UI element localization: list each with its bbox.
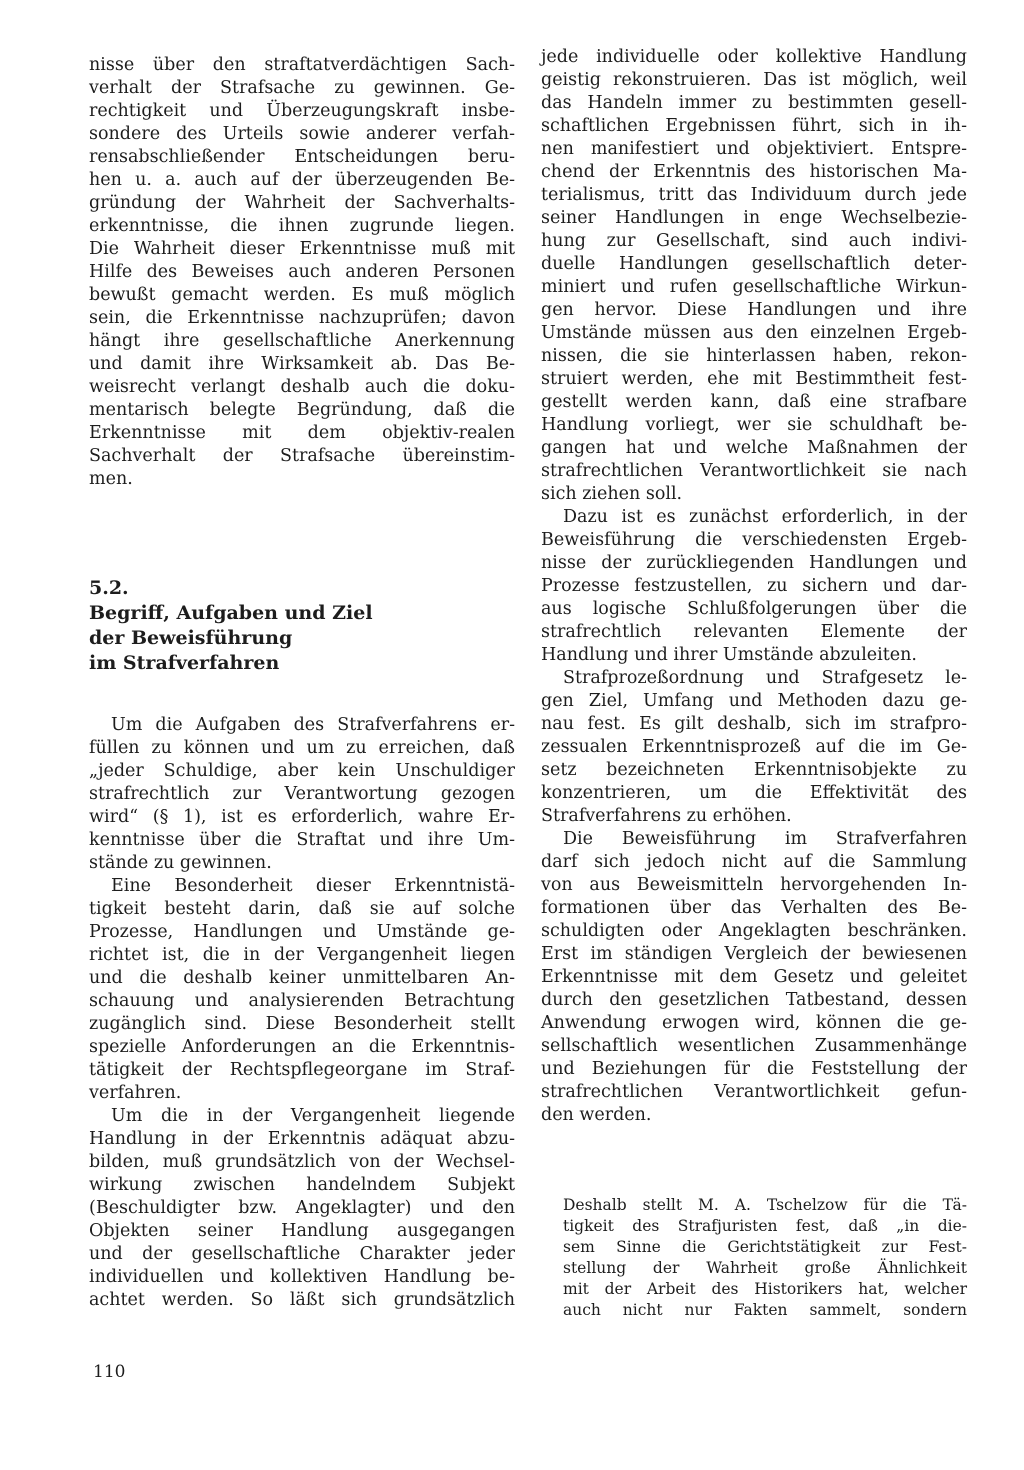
text-line: sellschaftlich wesentlichen Zusammenhänge (541, 1036, 967, 1056)
text-line: Strafverfahrens zu erhöhen. (541, 806, 792, 826)
right-column-body (541, 46, 967, 1127)
text-line: gen Ziel, Umfang und Methoden dazu ge- (541, 691, 967, 711)
text-line: schuldigten oder Angeklagten beschränken. (541, 921, 967, 941)
text-line: Anwendung erwogen wird, können die ge- (541, 1013, 967, 1033)
text-line: hen u. a. auch auf der überzeugenden Be- (89, 170, 515, 190)
text-line: bilden, muß grundsätzlich von der Wechsel- (89, 1152, 515, 1172)
text-line: gestellt werden kann, daß eine strafbare (541, 392, 967, 412)
text-line: Handlung in der Erkenntnis adäquat abzu- (89, 1129, 515, 1149)
text-line: Eine Besonderheit dieser Erkenntnistä- (111, 876, 515, 896)
section-title-line: im Strafverfahren (89, 652, 280, 674)
text-line: den werden. (541, 1105, 652, 1125)
text-line: schaftlichen Ergebnissen führt, sich in ih- (541, 116, 967, 136)
text-line: mit der Arbeit des Historikers hat, welcher (563, 1280, 967, 1298)
text-line: aus logische Schlußfolgerungen über die (541, 599, 967, 619)
text-line: nen manifestiert und objektiviert. Entspre- (541, 139, 967, 159)
text-line: auch nicht nur Fakten sammelt, sondern (563, 1301, 967, 1319)
text-line: seiner Handlungen in enge Wechselbezie- (541, 208, 967, 228)
text-line: und damit ihre Wirksamkeit ab. Das Be- (89, 354, 515, 374)
text-line: Sachverhalt der Strafsache übereinstim- (89, 446, 515, 466)
text-line: Um die in der Vergangenheit liegende (111, 1106, 515, 1126)
text-line: hängt ihre gesellschaftliche Anerkennung (89, 331, 515, 351)
text-line: verfahren. (89, 1083, 182, 1103)
text-line: geistig rekonstruieren. Das ist möglich, weil (541, 70, 967, 90)
text-line: erkenntnisse, die ihnen zugrunde liegen. (89, 216, 515, 236)
text-line: wirkung zwischen handelndem Subjekt (89, 1175, 515, 1195)
text-line: durch den gesetzlichen Tatbestand, dessen (541, 990, 967, 1010)
text-line: rensabschließender Entscheidungen beru- (89, 147, 515, 167)
section-heading (89, 576, 373, 676)
text-line: tigkeit des Strafjuristen fest, daß „in die- (563, 1217, 967, 1235)
text-line: spezielle Anforderungen an die Erkenntnis- (89, 1037, 515, 1057)
text-line: Strafprozeßordnung und Strafgesetz le- (563, 668, 967, 688)
text-line: strafrechtlich relevanten Elemente der (541, 622, 967, 642)
text-line: Prozesse festzustellen, zu sichern und dar- (541, 576, 967, 596)
text-line: setz bezeichneten Erkenntnisobjekte zu (541, 760, 967, 780)
text-line: zugänglich sind. Diese Besonderheit stellt (89, 1014, 515, 1034)
text-line: strafrechtlichen Verantwortlichkeit sie nach (541, 461, 967, 481)
text-line: (Beschuldigter bzw. Angeklagter) und den (89, 1198, 515, 1218)
right-column-small-print (563, 1195, 967, 1321)
text-line: Erkenntnisse mit dem Gesetz und geleitet (541, 967, 967, 987)
text-line: tigkeit besteht darin, daß sie auf solche (89, 899, 515, 919)
section-title-line: Begriff, Aufgaben und Ziel (89, 602, 373, 624)
text-line: sondere des Urteils sowie anderer verfah- (89, 124, 515, 144)
text-line: weisrecht verlangt deshalb auch die doku- (89, 377, 515, 397)
text-line: Die Wahrheit dieser Erkenntnisse muß mit (89, 239, 515, 259)
text-line: Um die Aufgaben des Strafverfahrens er- (111, 715, 515, 735)
text-line: kenntnisse über die Straftat und ihre Um- (89, 830, 515, 850)
text-line: rechtigkeit und Überzeugungskraft insbe- (89, 101, 515, 121)
text-line: Erst im ständigen Vergleich der bewiesenen (541, 944, 967, 964)
text-line: terialismus, tritt das Individuum durch jede (541, 185, 967, 205)
text-line: individuellen und kollektiven Handlung be- (89, 1267, 515, 1287)
text-line: strafrechtlichen Verantwortlichkeit gefun- (541, 1082, 967, 1102)
text-line: Die Beweisführung im Strafverfahren (563, 829, 967, 849)
text-line: Deshalb stellt M. A. Tschelzow für die Tä- (563, 1196, 967, 1214)
text-line: gangen hat und welche Maßnahmen der (541, 438, 967, 458)
section-number: 5.2. (89, 577, 129, 599)
text-line: Handlung vorliegt, wer sie schuldhaft be- (541, 415, 967, 435)
text-line: stellung der Wahrheit große Ähnlichkeit (563, 1259, 967, 1277)
text-line: men. (89, 469, 133, 489)
text-line: struiert werden, ehe mit Bestimmtheit fest- (541, 369, 967, 389)
text-line: formationen über das Verhalten des Be- (541, 898, 967, 918)
text-line: Umstände müssen aus den einzelnen Ergeb- (541, 323, 967, 343)
text-line: das Handeln immer zu bestimmten gesell- (541, 93, 967, 113)
text-line: nau fest. Es gilt deshalb, sich im strafpro- (541, 714, 967, 734)
text-line: schauung und analysierenden Betrachtung (89, 991, 515, 1011)
text-line: füllen zu können und um zu erreichen, daß (89, 738, 515, 758)
text-line: zessualen Erkenntnisprozeß auf die im Ge- (541, 737, 967, 757)
text-line: jede individuelle oder kollektive Handlung (541, 47, 967, 67)
text-line: nisse der zurückliegenden Handlungen und (541, 553, 967, 573)
left-column-body (89, 714, 515, 1312)
text-line: „jeder Schuldige, aber kein Unschuldiger (89, 761, 515, 781)
text-line: duelle Handlungen gesellschaftlich deter- (541, 254, 967, 274)
text-line: gen hervor. Diese Handlungen und ihre (541, 300, 967, 320)
section-title-line: der Beweisführung (89, 627, 293, 649)
text-line: Dazu ist es zunächst erforderlich, in der (563, 507, 967, 527)
text-line: wird“ (§ 1), ist es erforderlich, wahre Er- (89, 807, 515, 827)
text-line: und die deshalb keiner unmittelbaren An- (89, 968, 515, 988)
left-column-top-paragraph (89, 54, 515, 491)
text-line: hung zur Gesellschaft, sind auch indivi- (541, 231, 967, 251)
text-line: Handlung und ihrer Umstände abzuleiten. (541, 645, 917, 665)
text-line: Objekten seiner Handlung ausgegangen (89, 1221, 515, 1241)
text-line: nissen, die sie hinterlassen haben, rekon- (541, 346, 967, 366)
page-number: 110 (93, 1362, 126, 1382)
text-line: sein, die Erkenntnisse nachzuprüfen; davon (89, 308, 515, 328)
text-line: strafrechtlich zur Verantwortung gezogen (89, 784, 515, 804)
text-line: mentarisch belegte Begründung, daß die (89, 400, 515, 420)
text-line: miniert und rufen gesellschaftliche Wirkun- (541, 277, 967, 297)
text-line: nisse über den straftatverdächtigen Sach- (89, 55, 515, 75)
text-line: sem Sinne die Gerichtstätigkeit zur Fest- (563, 1238, 967, 1256)
text-line: verhalt der Strafsache zu gewinnen. Ge- (89, 78, 515, 98)
text-line: von aus Beweismitteln hervorgehenden In- (541, 875, 967, 895)
text-line: tätigkeit der Rechtspflegeorgane im Straf- (89, 1060, 515, 1080)
text-line: und der gesellschaftliche Charakter jeder (89, 1244, 515, 1264)
text-line: richtet ist, die in der Vergangenheit liegen (89, 945, 515, 965)
text-line: achtet werden. So läßt sich grundsätzlich (89, 1290, 515, 1310)
text-line: stände zu gewinnen. (89, 853, 272, 873)
text-line: sich ziehen soll. (541, 484, 683, 504)
text-line: und Beziehungen für die Feststellung der (541, 1059, 967, 1079)
text-line: konzentrieren, um die Effektivität des (541, 783, 967, 803)
text-line: Hilfe des Beweises auch anderen Personen (89, 262, 515, 282)
text-line: darf sich jedoch nicht auf die Sammlung (541, 852, 967, 872)
text-line: chend der Erkenntnis des historischen Ma- (541, 162, 967, 182)
text-line: Prozesse, Handlungen und Umstände ge- (89, 922, 515, 942)
text-line: Beweisführung die verschiedensten Ergeb- (541, 530, 967, 550)
text-line: bewußt gemacht werden. Es muß möglich (89, 285, 515, 305)
text-line: Erkenntnisse mit dem objektiv-realen (89, 423, 515, 443)
text-line: gründung der Wahrheit der Sachverhalts- (89, 193, 515, 213)
